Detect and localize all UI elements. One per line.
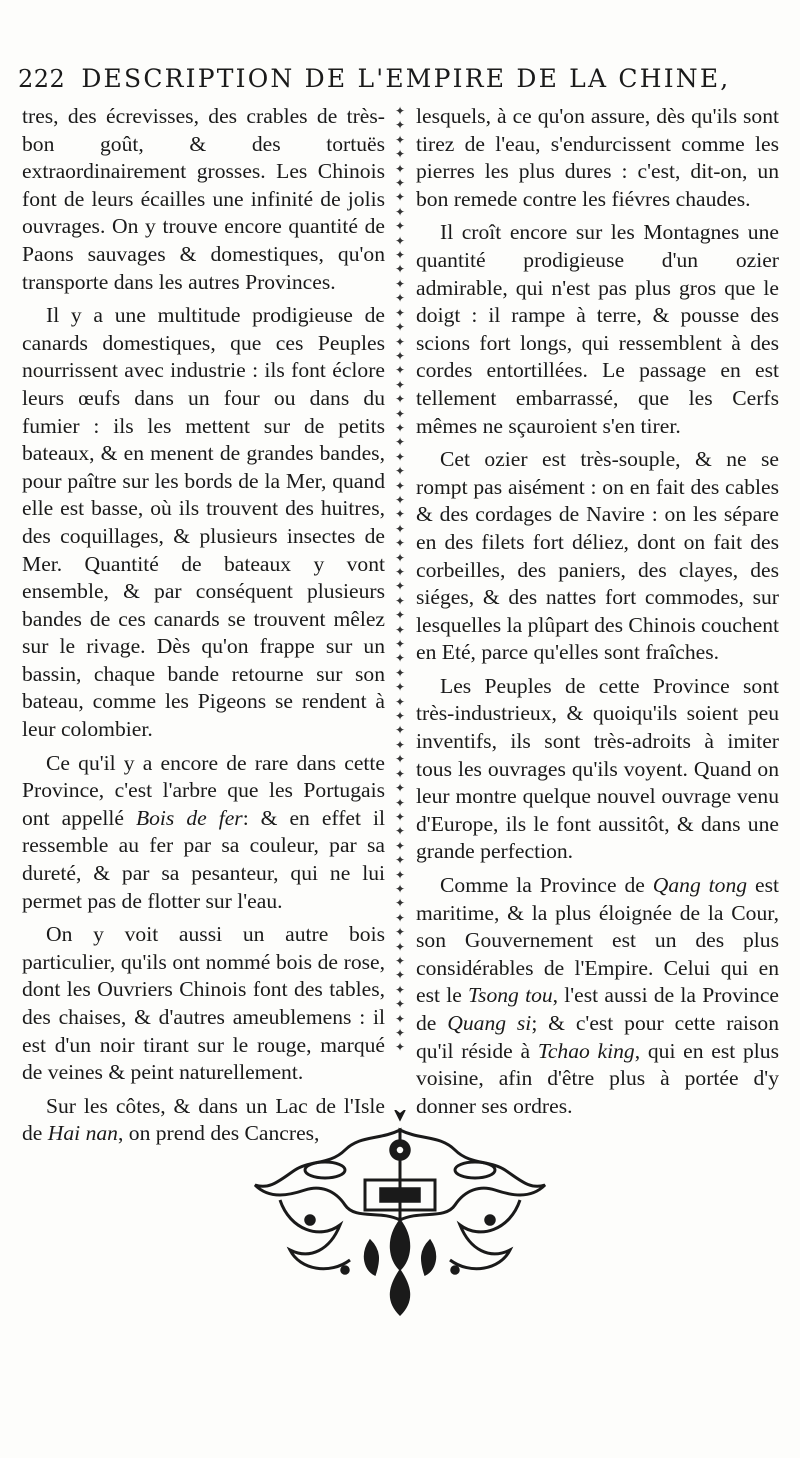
rule-glyph: ✦	[394, 622, 406, 637]
rule-glyph: ✦	[394, 377, 406, 392]
page-header	[18, 64, 778, 104]
rule-glyph: ✦	[394, 233, 406, 248]
rule-glyph: ✦	[394, 320, 406, 335]
rule-glyph: ✦	[394, 766, 406, 781]
rule-glyph: ✦	[394, 190, 406, 205]
rule-glyph: ✦	[394, 262, 406, 277]
text-run: Ce qu'il y a encore de rare dans cette Province, c'est l'arbre que les Portugais ont appellé	[22, 750, 385, 830]
rule-glyph: ✦	[394, 737, 406, 752]
italic-term: Qang tong	[652, 873, 748, 898]
rule-glyph: ✦	[394, 464, 406, 479]
rule-glyph: ✦	[394, 118, 406, 133]
rule-glyph: ✦	[394, 838, 406, 853]
rule-glyph: ✦	[394, 795, 406, 810]
rule-glyph: ✦	[394, 550, 406, 565]
paragraph	[22, 750, 385, 916]
column-divider	[392, 104, 408, 1054]
fleuron-ornament	[250, 1110, 550, 1320]
rule-glyph: ✦	[394, 968, 406, 983]
rule-glyph: ✦	[394, 608, 406, 623]
paragraph: On y voit aussi un autre bois particulier, qu'ils ont nommé bois de rose, dont les Ouvriers Chinois font des tables, des chaises, & d'autres ameublemens : il est d'un noir tirant sur le rouge, marqué de veines & peint naturellement.	[22, 922, 385, 1085]
rule-glyph: ✦	[394, 694, 406, 709]
rule-glyph: ✦	[394, 276, 406, 291]
text-run: Sur les côtes, & dans un Lac de l'Isle de	[22, 1093, 385, 1146]
rule-glyph: ✦	[394, 565, 406, 579]
rule-glyph: ✦	[394, 348, 406, 363]
rule-glyph: ✦	[394, 507, 406, 522]
rule-glyph: ✦	[394, 334, 406, 349]
rule-glyph: ✦	[394, 867, 406, 882]
paragraph: tres, des écrevisses, des crables de très-bon goût, & des tortuës extraordinairement grosses. Les Chinois font de leurs écailles une infinité de jolis ouvrages. On y trouve encore quantité de Paons sauvages & domestiques, qu'on transporte dans les autres Provinces.	[22, 104, 385, 294]
text-run: est maritime, & la plus éloignée de la Cour, son Gouvernement est un des plus considérables de l'Empire. Celui qui en est le	[416, 873, 779, 1008]
text-run: : & en effet il ressemble au fer par sa couleur, par sa dureté, & par sa pesanteur, qui ne lui permet pas de flotter sur l'eau.	[22, 805, 385, 913]
rule-glyph: ✦	[394, 997, 406, 1012]
rule-glyph: ✦	[394, 147, 406, 162]
page-number: 222	[18, 65, 66, 93]
rule-glyph: ✦	[394, 176, 406, 191]
rule-glyph: ✦	[394, 881, 406, 896]
rule-glyph: ✦	[394, 1011, 406, 1026]
paragraph: Cet ozier est très-souple, & ne se rompt pas aisément : on en fait des cables & des cordages de Navire : on les sépare en des filets fort déliez, dont on fait des corbeilles, des paniers, des clayes, des siéges, & des nattes fort commodes, sur lesquelles la plûpart des Chinois couchent en Eté, parce qu'elles sont fraîches.	[416, 447, 779, 665]
rule-glyph: ✦	[394, 781, 406, 796]
rule-glyph: ✦	[394, 579, 406, 594]
text-run: Comme la Province de	[440, 873, 653, 898]
rule-glyph: ✦	[394, 204, 406, 219]
rule-glyph: ✦	[394, 248, 406, 263]
rule-glyph: ✦	[394, 1026, 406, 1040]
rule-glyph: ✦	[394, 709, 406, 724]
rule-glyph: ✦	[394, 723, 406, 738]
rule-glyph: ✦	[394, 665, 406, 680]
rule-glyph: ✦	[394, 305, 406, 320]
paragraph: Il y a une multitude prodigieuse de canards domestiques, que ces Peuples nourrissent avec industrie : ils font éclore leurs œufs dans un four ou dans du fumier : ils les mettent sur de petits bateaux, & en menent de grandes bandes, pour paître sur les bords de la Mer, quand elle est basse, où ils trouvent des huitres, des coquillages, & plusieurs insectes de Mer. Quantité de bateaux y vont ensemble, & par conséquent plusieurs bandes de ces canards se trouvent mêlez sur le rivage. Dès qu'on frappe sur un bassin, chaque bande retourne sur son bateau, comme les Pigeons se rendent à leur colombier.	[22, 303, 385, 742]
rule-glyph: ✦	[394, 392, 406, 407]
rule-glyph: ✦	[394, 809, 406, 824]
text-run: , on prend des Cancres,	[117, 1121, 320, 1146]
rule-glyph: ✦	[394, 161, 406, 176]
italic-term: Hai nan	[47, 1121, 118, 1146]
text-run: , qui en est plus voisine, afin d'être plus à portée d'y donner ses ordres.	[416, 1038, 780, 1118]
italic-term: Tchao king	[537, 1038, 635, 1063]
rule-glyph: ✦	[394, 853, 406, 868]
rule-glyph: ✦	[394, 449, 406, 464]
paragraph: lesquels, à ce qu'on assure, dès qu'ils sont tirez de l'eau, s'endurcissent comme les pierres les plus dures : c'est, dit-on, un bon remede contre les fiévres chaudes.	[416, 104, 779, 211]
italic-term: Bois de fer	[135, 805, 243, 830]
text-run: ; & c'est pour cette raison qu'il réside à	[416, 1011, 780, 1063]
rule-glyph: ✦	[394, 291, 406, 306]
rule-glyph: ✦	[394, 1040, 406, 1054]
rule-glyph: ✦	[394, 910, 406, 925]
rule-glyph: ✦	[394, 420, 406, 435]
rule-glyph: ✦	[394, 492, 406, 507]
rule-glyph: ✦	[394, 104, 406, 118]
paragraph: Les Peuples de cette Province sont très-industrieux, & quoiqu'ils soient peu inventifs, ils sont très-adroits à imiter tous les ouvrages qu'ils voyent. Quand on leur montre quelque nouvel ouvrage venu d'Europe, ils le font aussitôt, & dans une grande perfection.	[416, 673, 779, 864]
paragraph	[416, 872, 779, 1120]
rule-glyph: ✦	[394, 406, 406, 421]
rule-glyph: ✦	[394, 651, 406, 666]
italic-term: Tsong tou	[468, 983, 553, 1008]
rule-glyph: ✦	[394, 752, 406, 767]
rule-glyph: ✦	[394, 982, 406, 997]
rule-glyph: ✦	[394, 132, 406, 147]
rule-glyph: ✦	[394, 680, 406, 695]
rule-glyph: ✦	[394, 637, 406, 652]
rule-glyph: ✦	[394, 435, 406, 450]
running-head: DESCRIPTION DE L'EMPIRE DE LA CHINE,	[81, 64, 731, 93]
text-run: , l'est aussi de la Province de	[416, 983, 779, 1035]
paragraph: Il croît encore sur les Montagnes une quantité prodigieuse d'un ozier admirable, qui n'est pas plus gros que le doigt : il rampe à terre, & pousse des scions fort longs, qui ressemblent à des cordes entortillées. Le passage en est tellement embarrassé, que les Cerfs mêmes ne sçauroient s'en tirer.	[416, 220, 779, 438]
rule-glyph: ✦	[394, 593, 406, 608]
rule-glyph: ✦	[394, 219, 406, 234]
rule-glyph: ✦	[394, 925, 406, 940]
left-column	[22, 103, 385, 1154]
rule-glyph: ✦	[394, 536, 406, 551]
rule-glyph: ✦	[394, 824, 406, 839]
rule-glyph: ✦	[394, 363, 406, 378]
rule-glyph: ✦	[394, 521, 406, 536]
italic-term: Quang si	[447, 1011, 532, 1035]
rule-glyph: ✦	[394, 939, 406, 954]
rule-glyph: ✦	[394, 896, 406, 911]
right-column	[416, 103, 779, 1126]
rule-glyph: ✦	[394, 953, 406, 968]
rule-glyph: ✦	[394, 478, 406, 493]
